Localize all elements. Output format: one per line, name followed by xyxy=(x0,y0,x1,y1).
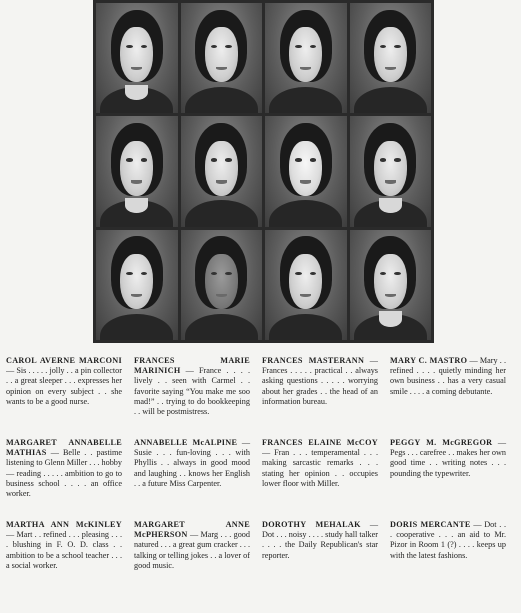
student-caption xyxy=(6,356,134,438)
student-description: — Mart . . refined . . . pleasing . . . . blushing in F. O. D. class . . ambition to be a school teacher . . . a social worker. xyxy=(6,530,122,570)
student-caption xyxy=(390,356,518,438)
student-description: — Frances . . . . . practical . . always asking questions . . . . . worrying about her grades . . the head of an information bureau. xyxy=(262,356,378,406)
portrait-photo xyxy=(181,116,263,226)
portrait-photo xyxy=(265,3,347,113)
student-caption xyxy=(134,356,262,438)
portrait-photo xyxy=(181,3,263,113)
student-name: MARY C. MASTRO xyxy=(390,356,468,365)
student-caption xyxy=(134,438,262,520)
caption-grid xyxy=(6,356,518,600)
student-description: — Pegs . . . carefree . . makes her own good time . . writing notes . . . pounding the typewriter. xyxy=(390,438,507,478)
student-name: DORIS MERCANTE xyxy=(390,520,471,529)
portrait-grid xyxy=(93,0,434,343)
student-name: DOROTHY MEHALAK xyxy=(262,520,361,529)
student-name: CAROL AVERNE MARCONI xyxy=(6,356,122,365)
student-description: — Susie . . . fun-loving . . . with Phyllis . . always in good mood and laughing . . knows her English . . a future Miss Carpenter. xyxy=(134,438,250,488)
student-description: — Belle . . pastime listening to Glenn Miller . . . hobby — reading . . . . . ambition to go to business school . . . . an office worker. xyxy=(6,448,122,499)
student-caption xyxy=(6,520,134,600)
student-name: MARGARET ANNABELLE MATHIAS xyxy=(6,438,122,458)
student-name: FRANCES ELAINE McCOY xyxy=(262,438,378,447)
student-caption xyxy=(134,520,262,600)
student-name: PEGGY M. McGREGOR xyxy=(390,438,493,447)
student-description: — Mary . . refined . . . . quietly minding her own business . . has a very casual smile . . . . a coming debutante. xyxy=(390,356,506,396)
student-description: — Fran . . . temperamental . . . making sarcastic remarks . . . stating her opinion . . occupies lower floor with Miller. xyxy=(262,448,378,488)
student-caption xyxy=(390,520,518,600)
portrait-photo xyxy=(350,116,432,226)
student-description: — Marg . . . good natured . . . a great gum cracker . . . talking or telling jokes . . a lover of good music. xyxy=(134,530,250,570)
student-caption xyxy=(262,520,390,600)
student-caption xyxy=(262,356,390,438)
student-name: ANNABELLE McALPINE xyxy=(134,438,238,447)
portrait-photo xyxy=(96,3,178,113)
student-description: — Dot . . . noisy . . . . study hall talker . . . . the Daily Republican's star reporter. xyxy=(262,520,378,560)
portrait-photo xyxy=(265,116,347,226)
student-description: — France . . . . lively . . seen with Carmel . . favorite saying “You make me soo mad!” . . trying to do bookkeeping . . will be postmistress. xyxy=(134,366,250,417)
portrait-photo xyxy=(265,230,347,340)
portrait-photo xyxy=(96,230,178,340)
student-name: FRANCES MASTERANN xyxy=(262,356,365,365)
portrait-photo xyxy=(350,230,432,340)
portrait-photo xyxy=(350,3,432,113)
student-name: FRANCES MARIE MARINICH xyxy=(134,356,250,376)
student-caption xyxy=(262,438,390,520)
student-description: — Dot . . . cooperative . . . an aid to Mr. Pizor in Room 1 (?) . . . . keeps up with the latest fashions. xyxy=(390,520,506,560)
student-caption xyxy=(6,438,134,520)
student-name: MARGARET ANNE McPHERSON xyxy=(134,520,250,540)
student-description: — Sis . . . . . jolly . . a pin collector . . a great sleeper . . . expresses her opinion on every subject . . she wants to be a good nurse. xyxy=(6,366,122,406)
student-name: MARTHA ANN McKINLEY xyxy=(6,520,122,529)
student-caption xyxy=(390,438,518,520)
portrait-photo xyxy=(181,230,263,340)
portrait-photo xyxy=(96,116,178,226)
